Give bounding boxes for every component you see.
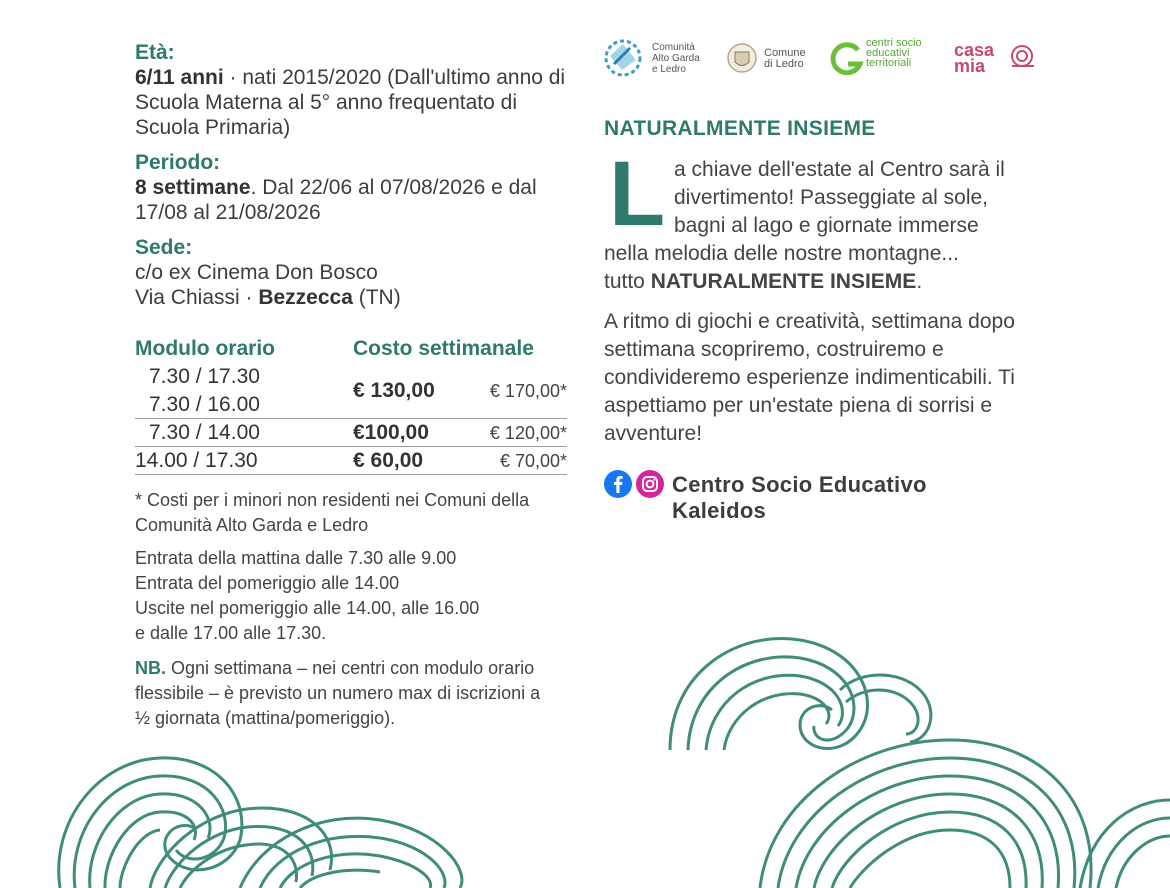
sede-line2: Via Chiassi · Bezzecca (TN) bbox=[135, 286, 401, 309]
intro-line: a chiave dell'estate al Centro sarà il bbox=[674, 158, 1005, 181]
eta-label: Età: bbox=[135, 41, 175, 64]
header-cost: Costo settimanale bbox=[353, 337, 534, 360]
price-nonres-cell: € 120,00* bbox=[489, 423, 567, 443]
centri-logo-text: centri socio educativi territoriali bbox=[866, 37, 922, 69]
intro-line-strong: tutto NATURALMENTE INSIEME. bbox=[604, 270, 923, 293]
snail-logo-icon bbox=[1006, 40, 1036, 70]
time-cell: 7.30 / 14.00 bbox=[149, 421, 260, 444]
eta-section bbox=[135, 40, 575, 140]
instagram-icon[interactable] bbox=[636, 470, 664, 498]
time-cell: 7.30 / 16.00 bbox=[149, 393, 260, 416]
intro-line: bagni al lago e giornate immerse bbox=[674, 214, 979, 237]
entrance-times bbox=[135, 546, 575, 646]
intro-block bbox=[674, 156, 1044, 240]
sede-section bbox=[135, 235, 575, 310]
price-cell: € 60,00 bbox=[353, 449, 424, 472]
comunita-logo-icon bbox=[600, 34, 646, 80]
eta-text: 6/11 anni · nati 2015/2020 (Dall'ultimo anno di Scuola Materna al 5° anno frequentato di Scuola Primaria) bbox=[135, 66, 566, 139]
sede-line1: c/o ex Cinema Don Bosco bbox=[135, 261, 378, 284]
price-cell: € 130,00 bbox=[353, 379, 435, 402]
intro-line: divertimento! Passeggiate al sole, bbox=[674, 186, 989, 209]
wave-left-decoration bbox=[0, 740, 500, 888]
schedule-header bbox=[135, 337, 567, 363]
table-row bbox=[135, 419, 567, 447]
right-title: NATURALMENTE INSIEME bbox=[604, 117, 876, 140]
comunita-logo-text: Comunità Alto Garda e Ledro bbox=[652, 42, 700, 75]
table-row bbox=[135, 447, 567, 475]
price-nonres-cell: € 170,00* bbox=[489, 381, 567, 401]
nb-text: Ogni settimana – nei centri con modulo orario flessibile – è previsto un numero max di iscrizioni a ½ giornata (mattina/pomeriggio). bbox=[135, 658, 541, 728]
logo-bar bbox=[600, 34, 1040, 84]
table-row bbox=[135, 363, 567, 419]
entrance-line: Entrata della mattina dalle 7.30 alle 9.00 bbox=[135, 548, 457, 568]
time-cell: 7.30 / 17.30 bbox=[149, 365, 260, 388]
schedule-table bbox=[135, 337, 567, 475]
periodo-text: 8 settimane. Dal 22/06 al 07/08/2026 e dal 17/08 al 21/08/2026 bbox=[135, 176, 537, 224]
paragraph-2: A ritmo di giochi e creatività, settimana dopo settimana scopriremo, costruiremo e condivideremo esperienze indimenticabili. Ti aspettiamo per un'estate piena di sorrisi e avventure! bbox=[604, 310, 1015, 445]
time-cell: 14.00 / 17.30 bbox=[135, 449, 258, 472]
header-module: Modulo orario bbox=[135, 337, 275, 360]
intro-continued bbox=[604, 240, 1044, 296]
entrance-line: e dalle 17.00 alle 17.30. bbox=[135, 623, 327, 643]
price-nonres-cell: € 70,00* bbox=[499, 451, 567, 471]
price-cell: €100,00 bbox=[353, 421, 429, 444]
centri-logo-icon bbox=[828, 40, 866, 78]
periodo-label: Periodo: bbox=[135, 151, 221, 174]
casa-mia-logo-text: casa mia bbox=[954, 40, 995, 76]
facebook-icon[interactable] bbox=[604, 470, 632, 498]
entrance-line: Entrata del pomeriggio alle 14.00 bbox=[135, 573, 400, 593]
nb-label: NB. bbox=[135, 658, 166, 678]
comune-logo-text: Comune di Ledro bbox=[764, 47, 806, 70]
dropcap-letter: L bbox=[609, 143, 666, 245]
nb-note bbox=[135, 656, 545, 731]
periodo-section bbox=[135, 150, 575, 225]
social-name: Centro Socio Educativo Kaleidos bbox=[672, 472, 927, 523]
info-column bbox=[135, 40, 575, 320]
footnote: * Costi per i minori non residenti nei Comuni della Comunità Alto Garda e Ledro bbox=[135, 490, 530, 535]
sede-label: Sede: bbox=[135, 236, 193, 259]
entrance-line: Uscite nel pomeriggio alle 14.00, alle 16.00 bbox=[135, 598, 480, 618]
intro-line: nella melodia delle nostre montagne... bbox=[604, 242, 959, 265]
wave-right-decoration bbox=[660, 630, 1170, 888]
comune-crest-icon bbox=[726, 40, 758, 76]
